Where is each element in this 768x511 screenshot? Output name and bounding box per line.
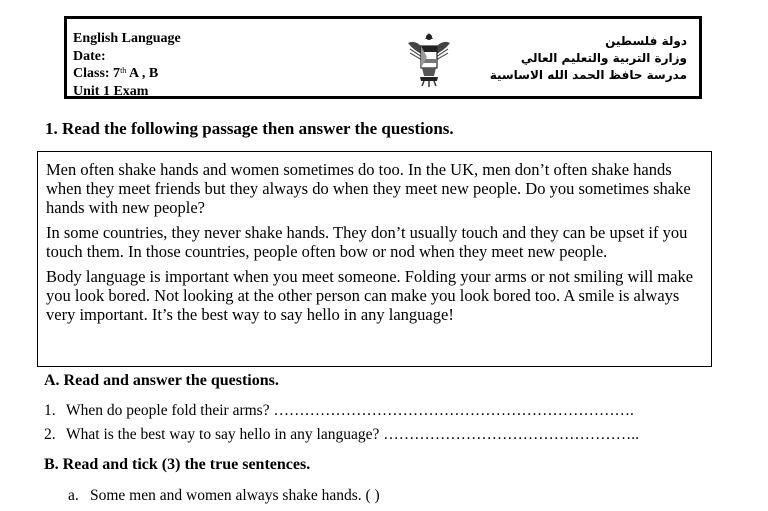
question-number: 2. — [44, 426, 56, 443]
class-label: Class: 7th A , B — [73, 66, 159, 81]
item-text: Some men and women always shake hands. ( ) — [90, 487, 380, 504]
subject-label: English Language — [73, 31, 181, 46]
ministry-line-1: دولة فلسطين — [605, 34, 687, 48]
exam-header — [64, 16, 702, 99]
ministry-line-2: وزارة التربية والتعليم العالي — [520, 51, 687, 65]
ministry-info — [490, 33, 687, 84]
section-a-title: A. Read and answer the questions. — [44, 372, 279, 389]
question-text: When do people fold their arms? ……………………………………………………………. — [66, 402, 634, 419]
exam-title: Unit 1 Exam — [73, 83, 149, 99]
passage-paragraph: Men often shake hands and women sometimes do too. In the UK, men don’t often shake hands when they meet friends but they always do when they meet new people. Do you sometimes shake hands with new people? — [46, 160, 691, 217]
passage-paragraph: In some countries, they never shake hands. They don’t usually touch and they can be upset if you touch them. In those countries, people often bow or nod when they meet new people. — [46, 223, 688, 261]
item-letter: a. — [68, 487, 79, 504]
passage-paragraph: Body language is important when you meet someone. Folding your arms or not smiling will make you look bored. Not looking at the other person can make you look bored too. A smile is always very important. It’s the best way to say hello in any language! — [46, 267, 694, 324]
date-label: Date: — [73, 48, 106, 64]
header-info — [73, 30, 181, 100]
section-b-title: B. Read and tick (3) the true sentences. — [44, 456, 311, 473]
ministry-line-3: مدرسة حافظ الحمد الله الاساسية — [489, 68, 687, 82]
tick-item[interactable] — [68, 487, 380, 505]
reading-passage — [37, 151, 712, 367]
question-item[interactable] — [44, 402, 634, 420]
question-text: What is the best way to say hello in any language? ………………………………………….. — [66, 426, 639, 443]
question-number: 1. — [44, 402, 56, 419]
question-1-title: 1. Read the following passage then answer the questions. — [45, 119, 454, 138]
question-item[interactable] — [44, 426, 639, 444]
palestine-eagle-emblem-icon — [404, 29, 454, 89]
